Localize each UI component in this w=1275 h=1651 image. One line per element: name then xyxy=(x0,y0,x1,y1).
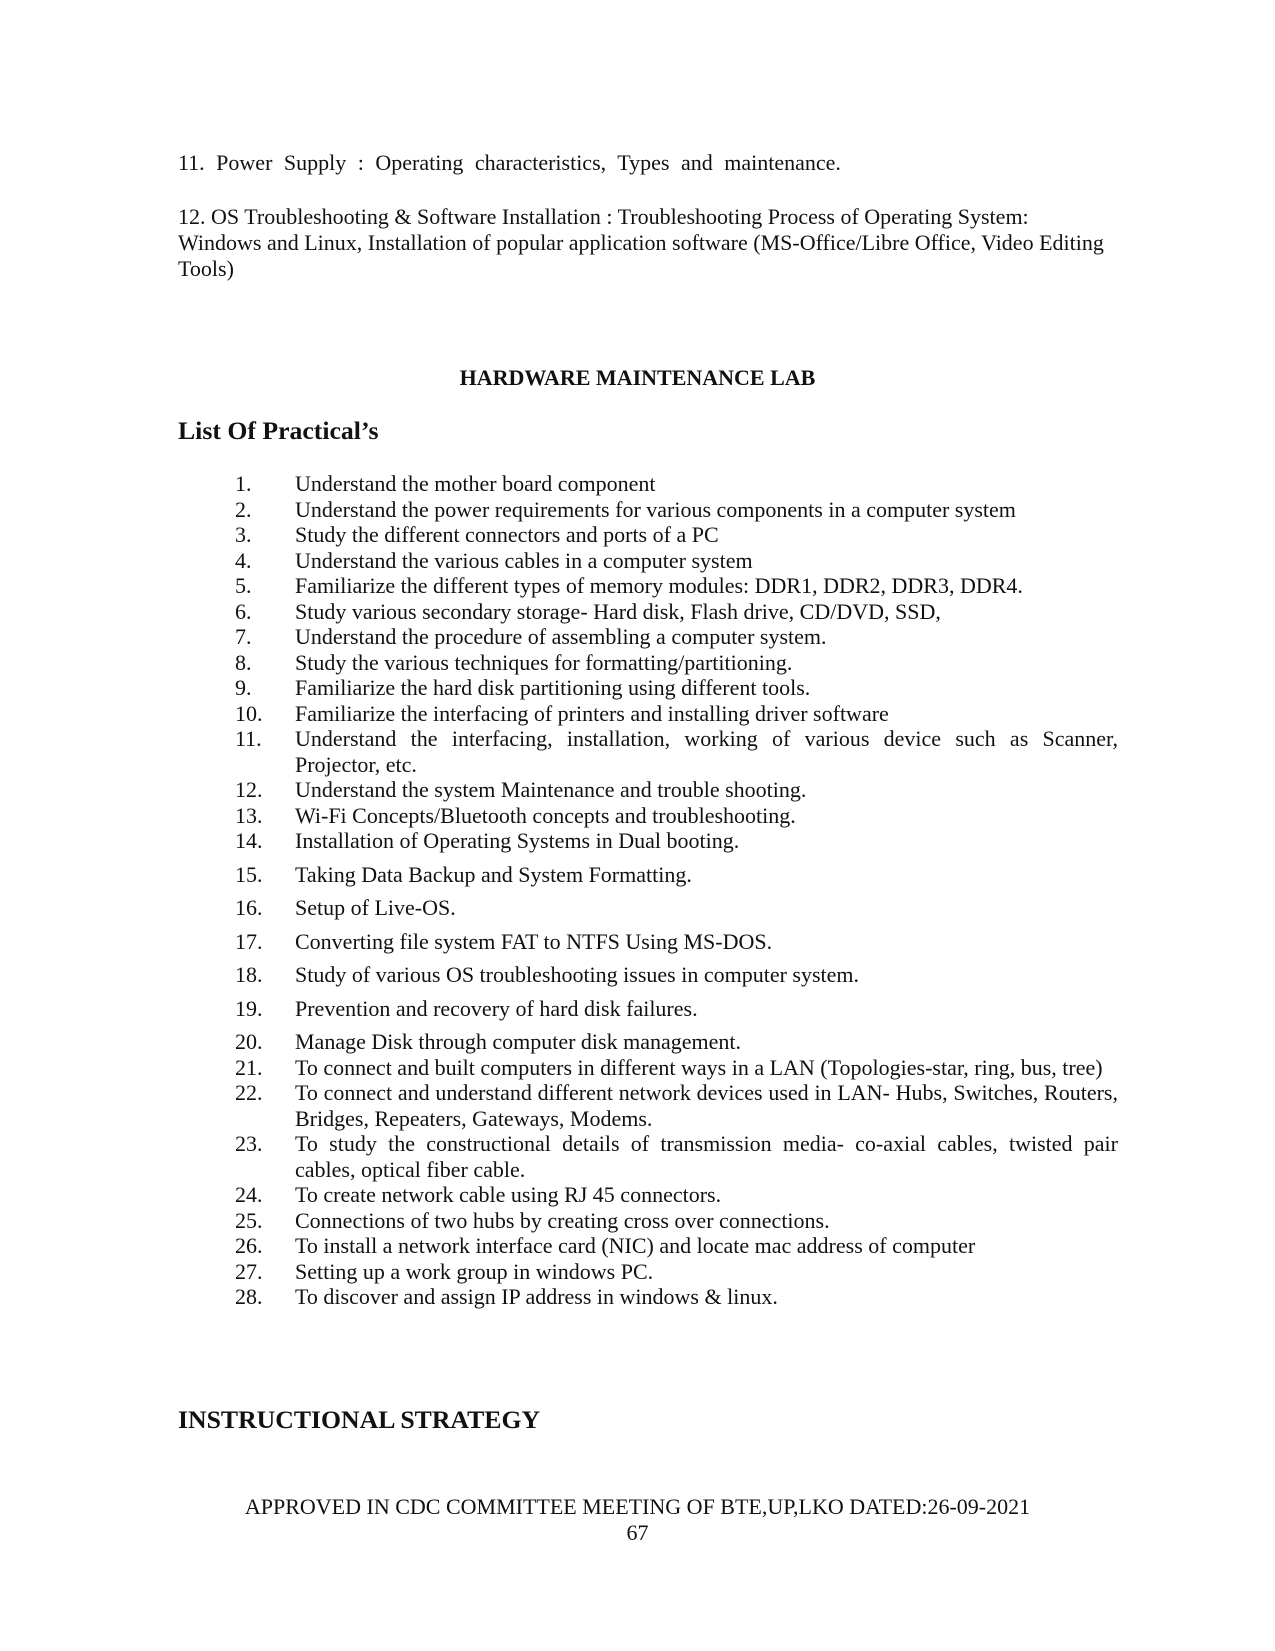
item-text: Understand the interfacing, installation, working of various device such as Scanner, Projector, etc. xyxy=(295,726,1118,777)
list-item xyxy=(178,777,1118,803)
list-item xyxy=(178,803,1118,829)
list-item xyxy=(178,1080,1118,1131)
item-text: Understand the various cables in a computer system xyxy=(295,547,753,573)
list-item xyxy=(178,1284,1118,1310)
item-number: 9. xyxy=(235,675,252,700)
item-number: 3. xyxy=(235,522,252,547)
list-item xyxy=(178,962,1118,988)
item-number: 2. xyxy=(235,496,252,522)
item-text: Study the different connectors and ports of a PC xyxy=(295,522,719,547)
item-text: Familiarize the hard disk partitioning using different tools. xyxy=(295,675,811,700)
item-text: Study various secondary storage- Hard disk, Flash drive, CD/DVD, SSD, xyxy=(295,598,941,624)
list-item xyxy=(178,650,1118,676)
list-item xyxy=(178,1055,1118,1081)
list-item xyxy=(178,1208,1118,1234)
item-number: 8. xyxy=(235,649,252,675)
item-text: Familiarize the interfacing of printers and installing driver software xyxy=(295,700,889,726)
list-item xyxy=(178,471,1118,497)
list-item xyxy=(178,599,1118,625)
page-footer xyxy=(0,1494,1275,1546)
item-number: 11. xyxy=(235,726,262,751)
list-item xyxy=(178,548,1118,574)
item-text: To connect and understand different network devices used in LAN- Hubs, Switches, Routers, Bridges, Repeaters, Gateways, Modems. xyxy=(295,1080,1118,1131)
item-text: Converting file system FAT to NTFS Using MS-DOS. xyxy=(295,928,773,954)
list-item xyxy=(178,996,1118,1022)
list-item xyxy=(178,1233,1118,1259)
item-number: 13. xyxy=(235,802,263,828)
item-number: 24. xyxy=(235,1182,263,1207)
item-number: 6. xyxy=(235,598,252,624)
item-number: 17. xyxy=(235,928,263,954)
list-item xyxy=(178,522,1118,548)
item-text: Understand the power requirements for various components in a computer system xyxy=(295,496,1016,522)
item-number: 14. xyxy=(235,828,263,853)
item-text: Setup of Live-OS. xyxy=(295,895,456,920)
item-number: 25. xyxy=(235,1207,263,1233)
item-number: 20. xyxy=(235,1029,263,1054)
list-item xyxy=(178,1182,1118,1208)
item-text: To study the constructional details of transmission media- co-axial cables, twisted pair cables, optical fiber cable. xyxy=(295,1131,1118,1182)
list-item xyxy=(178,701,1118,727)
list-item xyxy=(178,828,1118,854)
item-number: 15. xyxy=(235,861,263,887)
item-number: 5. xyxy=(235,573,252,598)
item-number: 19. xyxy=(235,995,263,1021)
item-number: 26. xyxy=(235,1233,263,1258)
list-item xyxy=(178,1259,1118,1285)
list-item xyxy=(178,675,1118,701)
item-text: Study the various techniques for formatting/partitioning. xyxy=(295,649,793,675)
item-text: Study of various OS troubleshooting issues in computer system. xyxy=(295,962,860,987)
item-number: 23. xyxy=(235,1131,263,1156)
item-text: Prevention and recovery of hard disk failures. xyxy=(295,995,698,1021)
list-heading: List Of Practical’s xyxy=(178,416,379,445)
syllabus-item-11: 11. Power Supply : Operating characteristics, Types and maintenance. xyxy=(178,150,841,175)
item-number: 10. xyxy=(235,700,263,726)
item-number: 7. xyxy=(235,624,252,649)
list-item xyxy=(178,1131,1118,1182)
list-item xyxy=(178,929,1118,955)
syllabus-item-12: 12. OS Troubleshooting & Software Installation : Troubleshooting Process of Operating System: Windows and Linux, Installation of popular application software (MS-Office/Libre Office, Video Editing Tools) xyxy=(178,204,1104,281)
list-item xyxy=(178,862,1118,888)
list-item xyxy=(178,497,1118,523)
item-number: 21. xyxy=(235,1054,263,1080)
list-item xyxy=(178,895,1118,921)
item-text: Connections of two hubs by creating cross over connections. xyxy=(295,1207,830,1233)
item-number: 28. xyxy=(235,1284,263,1309)
item-text: Manage Disk through computer disk management. xyxy=(295,1029,742,1054)
item-number: 16. xyxy=(235,895,263,920)
item-number: 27. xyxy=(235,1258,263,1284)
item-number: 12. xyxy=(235,777,263,802)
item-text: To install a network interface card (NIC) and locate mac address of computer xyxy=(295,1233,976,1258)
instructional-strategy-heading: INSTRUCTIONAL STRATEGY xyxy=(178,1405,541,1434)
item-number: 1. xyxy=(235,471,252,496)
item-text: Familiarize the different types of memory modules: DDR1, DDR2, DDR3, DDR4. xyxy=(295,573,1023,598)
page-number: 67 xyxy=(626,1520,649,1545)
item-number: 4. xyxy=(235,547,252,573)
approval-note: APPROVED IN CDC COMMITTEE MEETING OF BTE,UP,LKO DATED:26-09-2021 xyxy=(244,1494,1031,1519)
item-number: 18. xyxy=(235,962,263,987)
item-text: Setting up a work group in windows PC. xyxy=(295,1258,654,1284)
item-text: Taking Data Backup and System Formatting. xyxy=(295,861,692,887)
list-item xyxy=(178,1029,1118,1055)
item-text: Wi-Fi Concepts/Bluetooth concepts and troubleshooting. xyxy=(295,802,796,828)
item-text: To create network cable using RJ 45 connectors. xyxy=(295,1182,722,1207)
list-item xyxy=(178,624,1118,650)
list-item xyxy=(178,726,1118,777)
item-text: To connect and built computers in different ways in a LAN (Topologies-star, ring, bus, tree) xyxy=(295,1054,1103,1080)
item-text: To discover and assign IP address in windows & linux. xyxy=(295,1284,778,1309)
item-text: Installation of Operating Systems in Dual booting. xyxy=(295,828,740,853)
list-item xyxy=(178,573,1118,599)
lab-title: HARDWARE MAINTENANCE LAB xyxy=(459,365,816,390)
practicals-list xyxy=(178,471,1118,1310)
item-text: Understand the mother board component xyxy=(295,471,656,496)
item-text: Understand the system Maintenance and trouble shooting. xyxy=(295,777,807,802)
item-number: 22. xyxy=(235,1080,263,1105)
item-text: Understand the procedure of assembling a computer system. xyxy=(295,624,827,649)
